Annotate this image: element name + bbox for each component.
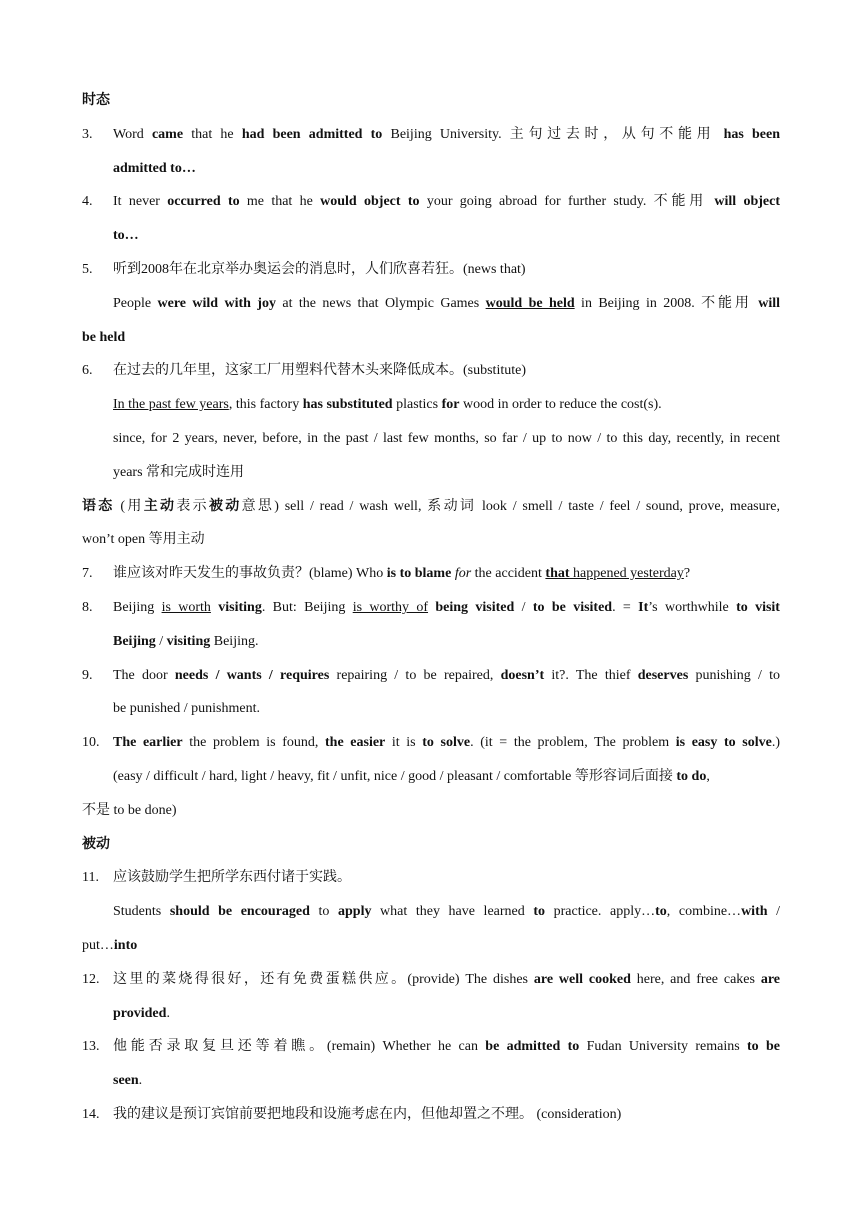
item-10-tail (82, 794, 780, 828)
item-11-tail-line: put…into (82, 937, 138, 953)
list-item (82, 1030, 780, 1098)
list-item (82, 963, 780, 1031)
item-number: 13. (82, 1039, 100, 1055)
list-item (82, 591, 780, 659)
item-number: 11. (82, 870, 99, 886)
item-number: 7. (82, 566, 93, 582)
item-line: 听到2008年在北京举办奥运会的消息时，人们欣喜若狂。(news that) (113, 261, 526, 277)
item-5-english-line: be held (82, 329, 126, 345)
item-line: Word came that he had been admitted to Beijing University. 主句过去时，从句不能用 has been (113, 126, 780, 142)
item-line: Students should be encouraged to apply what they have learned to practice. apply…to, combine…with / (113, 904, 780, 920)
voice-line: 语态 (用主动表示被动意思) sell / read / wash well, 系动词 look / smell / taste / feel / sound, prove, measure, (82, 498, 781, 514)
item-line: years 常和完成时连用 (113, 464, 245, 480)
item-line: 谁应该对昨天发生的事故负责？(blame) Who is to blame for the accident that happened yesterday? (113, 566, 691, 582)
list-item (82, 861, 780, 929)
item-line: seen. (113, 1073, 143, 1089)
item-line: The door needs / wants / requires repairing / to be repaired, doesn’t it?. The thief deserves punishing / to (113, 667, 780, 683)
item-line: (easy / difficult / hard, light / heavy, fit / unfit, nice / good / pleasant / comfortable 等形容词后面接 to do, (113, 768, 710, 784)
item-5-english-line: People were wild with joy at the news that Olympic Games would be held in Beijing in 2008. 不能用 will (113, 295, 781, 311)
list-item (82, 659, 780, 727)
item-number: 14. (82, 1106, 100, 1122)
list-item (82, 557, 780, 591)
item-line: 这里的菜烧得很好，还有免费蛋糕供应。(provide) The dishes are well cooked here, and free cakes are (113, 971, 780, 987)
list-item (82, 354, 780, 489)
document-page (82, 84, 780, 1132)
item-5-english (82, 287, 780, 355)
item-number: 5. (82, 261, 93, 277)
item-number: 6. (82, 363, 93, 379)
item-number: 12. (82, 971, 100, 987)
item-number: 3. (82, 126, 93, 142)
list-item (82, 726, 780, 794)
item-line: Beijing is worth visiting. But: Beijing is worthy of being visited / to be visited. = It’s worthwhile to visit (113, 599, 780, 615)
list-item (82, 118, 780, 186)
item-line: be punished / punishment. (113, 701, 260, 717)
section-heading-passive: 被动 (82, 836, 110, 852)
list-item (82, 1098, 780, 1132)
item-line: to… (113, 228, 139, 244)
item-line: The earlier the problem is found, the easier it is to solve. (it = the problem, The problem is easy to solve.) (113, 735, 781, 751)
item-line: since, for 2 years, never, before, in the past / last few months, so far / up to now / to this day, recently, in recent (113, 430, 780, 446)
items-block-6 (82, 354, 780, 489)
item-line: provided. (113, 1005, 170, 1021)
item-11-tail (82, 929, 780, 963)
items-block-1 (82, 118, 780, 287)
list-item (82, 253, 780, 287)
items-block-11 (82, 861, 780, 929)
item-line: 应该鼓励学生把所学东西付诸于实践。 (113, 870, 351, 886)
item-number: 8. (82, 599, 93, 615)
item-line: admitted to… (113, 160, 196, 176)
item-line: 他能否录取复旦还等着瞧。(remain) Whether he can be admitted to Fudan University remains to be (113, 1039, 780, 1055)
list-item (82, 185, 780, 253)
item-line: 我的建议是预订宾馆前要把地段和设施考虑在内，但他却置之不理。 (consideration) (113, 1106, 622, 1122)
item-line: In the past few years, this factory has substituted plastics for wood in order to reduce the cost(s). (113, 397, 662, 413)
section-heading-tense: 时态 (82, 93, 110, 108)
items-block-2 (82, 557, 780, 794)
voice-line: won’t open 等用主动 (82, 532, 205, 548)
section-voice (82, 490, 780, 558)
item-line: Beijing / visiting Beijing. (113, 633, 259, 649)
items-block-3 (82, 963, 780, 1132)
item-10-tail-line: 不是 to be done) (82, 802, 177, 818)
item-number: 10. (82, 735, 100, 751)
item-line: It never occurred to me that he would object to your going abroad for further study. 不能用 will object (113, 194, 780, 210)
item-number: 4. (82, 194, 93, 210)
item-number: 9. (82, 667, 93, 683)
item-line: 在过去的几年里，这家工厂用塑料代替木头来降低成本。(substitute) (113, 363, 526, 379)
